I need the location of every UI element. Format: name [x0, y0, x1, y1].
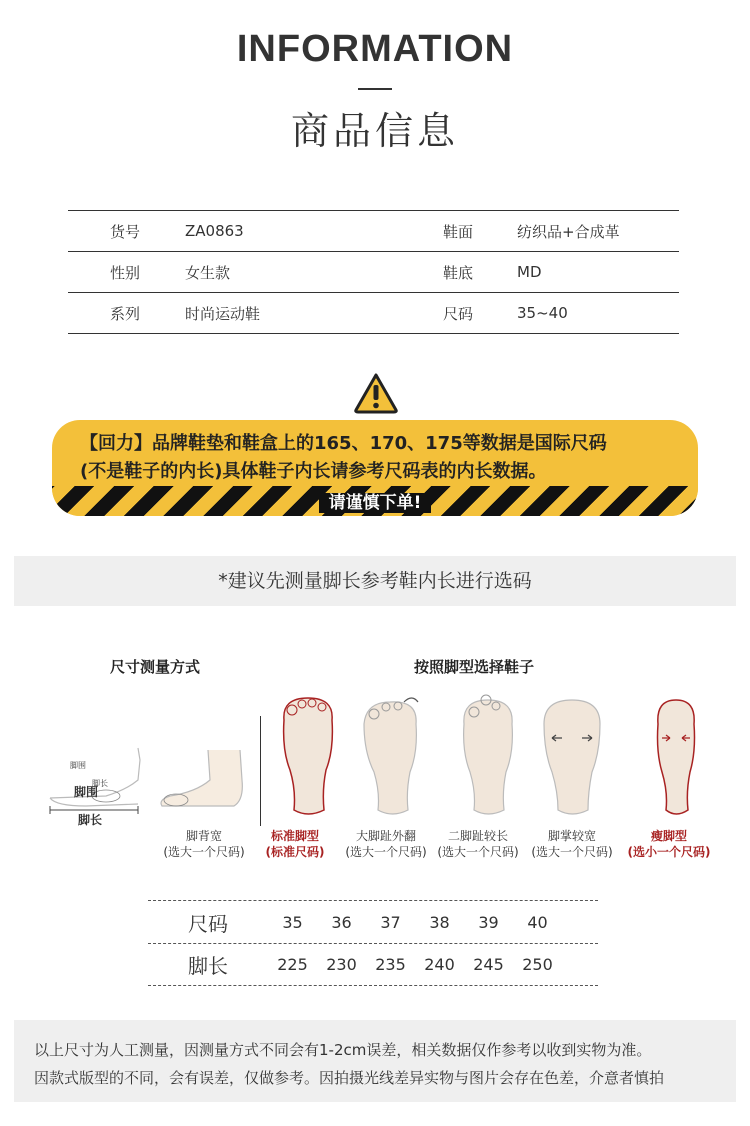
- info-value: 时尚运动鞋: [185, 304, 261, 323]
- product-info-table: [68, 210, 679, 334]
- size-cell: 40: [527, 912, 548, 932]
- info-label: 尺码: [443, 304, 474, 323]
- disclaimer-notes: [14, 1020, 736, 1102]
- long-second-toe-foot-icon: [452, 690, 524, 820]
- info-label: 系列: [110, 304, 141, 323]
- wide-forefoot-foot-icon: [536, 690, 608, 820]
- foot-measure-illustration: [46, 740, 248, 830]
- foot-type-caption: 大脚趾外翻 (选大一个尺码): [345, 829, 427, 859]
- girth-label-small: 脚围: [70, 761, 86, 770]
- info-label: 货号: [110, 222, 141, 241]
- foot-length-row: [148, 943, 598, 986]
- disclaimer-line-1: 以上尺寸为人工测量，因测量方式不同会有1-2cm误差，相关数据仅作参考以收到实物为准。: [34, 1041, 652, 1059]
- warning-icon: [353, 372, 399, 414]
- warning-text: [80, 430, 690, 486]
- page-title-zh: 商品信息: [290, 109, 459, 153]
- warning-banner: [52, 420, 698, 516]
- page-title-en: INFORMATION: [236, 28, 514, 70]
- foot-type-caption: 瘦脚型 (选小一个尺码): [627, 829, 711, 859]
- warning-label: 请谨慎下单!: [52, 488, 698, 513]
- size-cell: 38: [429, 912, 450, 932]
- measure-advice: *建议先测量脚长参考鞋内长进行选码: [14, 556, 736, 606]
- girth-label: 脚围: [74, 785, 99, 799]
- info-value: MD: [517, 263, 542, 281]
- foot-length-label: 脚长: [188, 954, 228, 978]
- foot-length-cell: 240: [424, 955, 455, 974]
- measure-method-heading: 尺寸测量方式: [110, 658, 201, 676]
- info-value: ZA0863: [185, 222, 244, 240]
- foot-type-caption: 脚掌较宽 (选大一个尺码): [531, 829, 613, 859]
- info-value: 女生款: [185, 263, 231, 282]
- foot-length-cell: 230: [326, 955, 357, 974]
- info-value: 纺织品+合成革: [517, 222, 620, 241]
- foot-length-cell: 225: [277, 955, 308, 974]
- warning-line-2: (不是鞋子的内长)具体鞋子内长请参考尺码表的内长数据。: [80, 461, 547, 482]
- foot-length-cell: 245: [473, 955, 504, 974]
- foot-type-caption: 标准脚型 (标准尺码): [265, 829, 325, 859]
- table-row: [68, 252, 679, 293]
- size-cell: 36: [331, 912, 352, 932]
- foot-type-heading: 按照脚型选择鞋子: [414, 658, 535, 676]
- bunion-foot-icon: [356, 690, 428, 820]
- section-divider: [260, 716, 261, 826]
- standard-foot-icon: [272, 690, 344, 820]
- size-cell: 37: [380, 912, 401, 932]
- size-row: [148, 900, 598, 943]
- warning-line-1: 【回力】品牌鞋垫和鞋盒上的165、170、175等数据是国际尺码: [80, 433, 607, 454]
- foot-length-cell: 235: [375, 955, 406, 974]
- title-divider: [358, 88, 392, 90]
- info-label: 鞋底: [443, 263, 474, 282]
- disclaimer-line-2: 因款式版型的不同，会有误差，仅做参考。因拍摄光线差异实物与图片会存在色差，介意者慎拍: [34, 1069, 665, 1087]
- info-label: 性别: [110, 263, 141, 282]
- length-label-small: 脚长: [92, 779, 108, 788]
- slim-foot-icon: [640, 690, 712, 820]
- info-label: 鞋面: [443, 222, 474, 241]
- size-cell: 39: [478, 912, 499, 932]
- size-chart: [148, 900, 598, 986]
- length-label: 脚长: [78, 813, 103, 827]
- foot-type-caption: 二脚趾较长 (选大一个尺码): [437, 829, 519, 859]
- table-row: [68, 293, 679, 334]
- info-value: 35~40: [517, 304, 568, 322]
- size-row-label: 尺码: [188, 911, 228, 936]
- foot-type-caption: 脚背宽 (选大一个尺码): [163, 829, 245, 859]
- size-cell: 35: [282, 912, 303, 932]
- foot-length-cell: 250: [522, 955, 553, 974]
- table-row: [68, 211, 679, 252]
